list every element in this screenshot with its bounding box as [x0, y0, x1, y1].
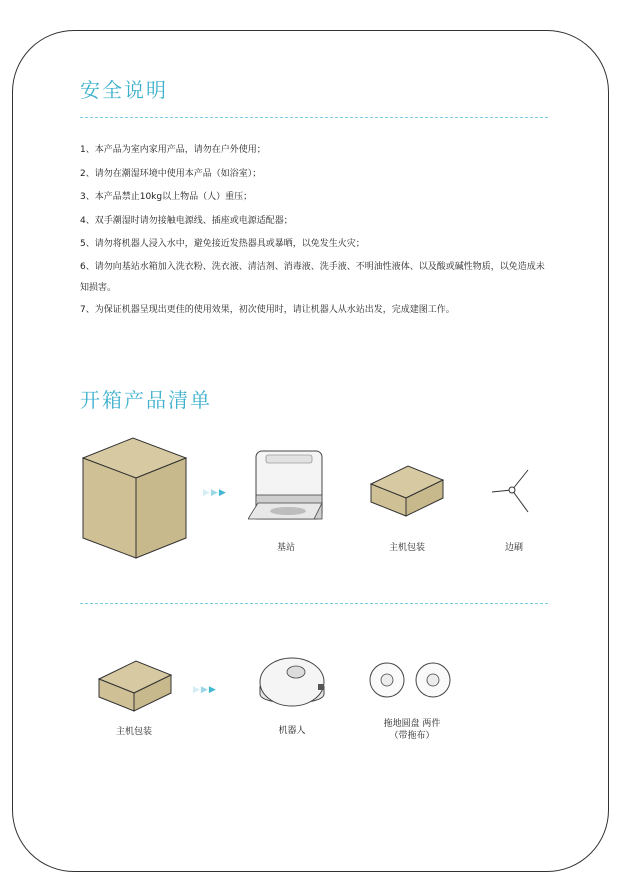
- safety-item: 4、双手潮湿时请勿接触电源线、插座或电源适配器；: [80, 215, 293, 226]
- unboxing-title: 开箱产品清单: [80, 388, 212, 412]
- package-label: 主机包装: [388, 543, 425, 553]
- robot-vacuum-icon: [254, 648, 330, 712]
- mop-pad-icon: [368, 660, 454, 700]
- package-label: 主机包装: [115, 727, 152, 737]
- large-box-icon: [80, 436, 190, 560]
- base-station-icon: [248, 445, 328, 525]
- base-station-label: 基站: [276, 543, 295, 553]
- safety-item: 6、请勿向基站水箱加入洗衣粉、洗衣液、清洁剂、消毒液、洗手液、不明油性液体、以及酸或碱性物质，以免造成未知损害。: [80, 261, 545, 293]
- divider: [80, 117, 548, 118]
- package-box-icon: [96, 657, 174, 713]
- robot-label: 机器人: [278, 726, 306, 736]
- mop-pad-label: 拖地圆盘 两件: [383, 719, 441, 729]
- safety-item: 2、请勿在潮湿环境中使用本产品（如浴室）；: [80, 168, 262, 179]
- package-box-icon: [368, 462, 446, 518]
- side-brush-icon: [490, 468, 534, 514]
- safety-item: 5、请勿将机器人浸入水中，避免接近发热器具或暴晒，以免发生火灾；: [80, 239, 365, 249]
- divider: [80, 603, 548, 604]
- safety-title: 安全说明: [80, 78, 168, 102]
- safety-item: 1、本产品为室内家用产品，请勿在户外使用；: [80, 145, 266, 155]
- safety-item: 3、本产品禁止10kg以上物品（人）重压；: [80, 192, 253, 202]
- mop-pad-sublabel: （带拖布）: [389, 731, 435, 741]
- arrow-icon: ▶▶▶: [203, 488, 227, 498]
- arrow-icon: ▶▶▶: [193, 685, 217, 695]
- safety-list: [80, 143, 552, 326]
- safety-item: 7、为保证机器呈现出更佳的使用效果，初次使用时，请让机器人从水站出发，完成建图工作。: [80, 304, 455, 315]
- side-brush-label: 边刷: [504, 543, 523, 553]
